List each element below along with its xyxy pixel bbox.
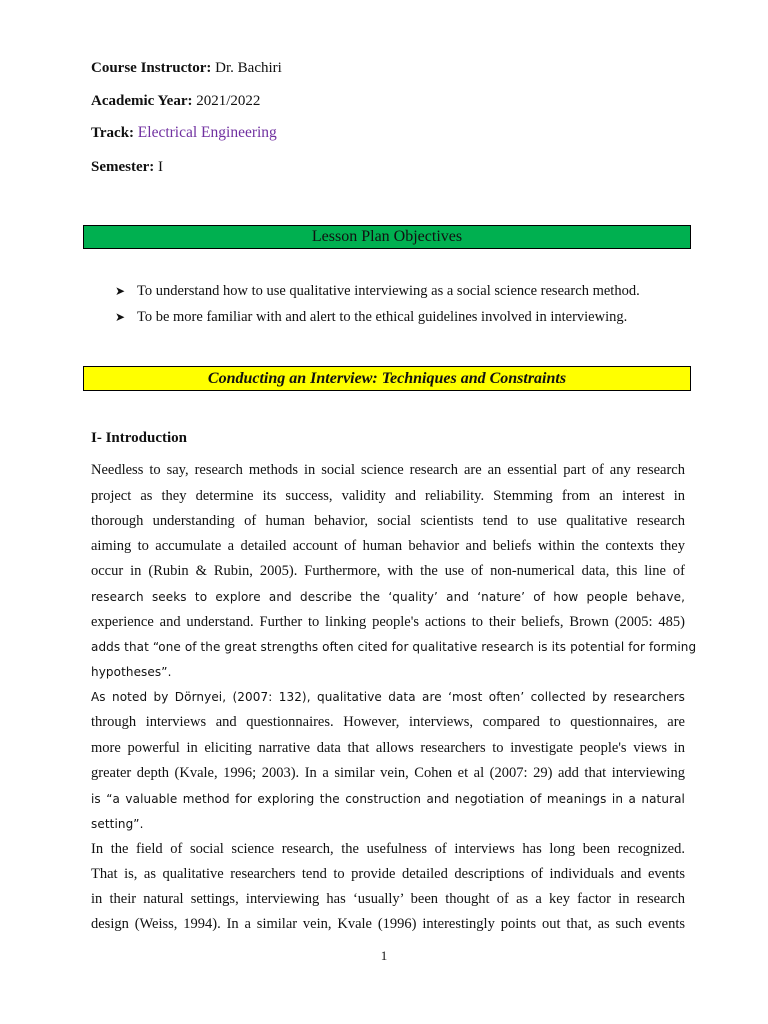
paragraph-line: occur in (Rubin & Rubin, 2005). Furthermore, with the use of non-numerical data, this line of	[91, 563, 685, 579]
paragraph-line: through interviews and questionnaires. However, interviews, compared to questionnaires, are	[91, 714, 685, 730]
arrow-bullet-icon: ➤	[115, 284, 126, 298]
objectives-title: Lesson Plan Objectives	[311, 228, 463, 245]
paragraph-line: project as they determine its success, validity and reliability. Stemming from an interest in	[91, 488, 685, 504]
semester-line	[91, 157, 163, 177]
year-value: 2021/2022	[196, 93, 261, 109]
paragraph-line: That is, as qualitative researchers tend to provide detailed descriptions of individuals and events	[91, 866, 685, 882]
paragraph-line: is “a valuable method for exploring the construction and negotiation of meanings in a natural	[91, 792, 685, 806]
paragraph-line: design (Weiss, 1994). In a similar vein, Kvale (1996) interestingly points out that, as such events	[91, 916, 685, 932]
paragraph-line: greater depth (Kvale, 1996; 2003). In a similar vein, Cohen et al (2007: 29) add that interviewing	[91, 765, 685, 781]
track-line	[91, 123, 277, 143]
paragraph-line: in their natural settings, interviewing has ‘usually’ been thought of as a key factor in research	[91, 891, 685, 907]
topic-banner	[83, 366, 691, 391]
track-label: Track:	[91, 125, 135, 141]
instructor-label: Course Instructor:	[91, 60, 212, 76]
paragraph-line: setting”.	[91, 817, 144, 831]
objectives-banner	[83, 225, 691, 249]
paragraph-line: thorough understanding of human behavior, social scientists tend to use qualitative research	[91, 513, 685, 529]
paragraph-line: experience and understand. Further to linking people's actions to their beliefs, Brown (2005: 485)	[91, 614, 685, 630]
year-label: Academic Year:	[91, 93, 193, 109]
objectives-list	[115, 281, 640, 333]
paragraph-line: research seeks to explore and describe the ‘quality’ and ‘nature’ of how people behave,	[91, 590, 685, 604]
paragraph-line: In the field of social science research, the usefulness of interviews has long been recognized.	[91, 841, 685, 857]
topic-title: Conducting an Interview: Techniques and Constraints	[207, 370, 567, 387]
paragraph-line: more powerful in eliciting narrative data that allows researchers to investigate people's views in	[91, 740, 685, 756]
paragraph-line: aiming to accumulate a detailed account of human behavior and beliefs within the contexts they	[91, 538, 685, 554]
section-heading: I- Introduction	[91, 430, 187, 446]
paragraph-line: hypotheses”.	[91, 665, 172, 679]
objective-text: To be more familiar with and alert to the ethical guidelines involved in interviewing.	[137, 309, 628, 325]
paragraph-line: Needless to say, research methods in social science research are an essential part of any research	[91, 462, 685, 478]
academic-year-line	[91, 91, 260, 111]
semester-label: Semester:	[91, 159, 155, 175]
semester-value: I	[158, 159, 164, 175]
arrow-bullet-icon: ➤	[115, 310, 126, 324]
paragraph-line: As noted by Dörnyei, (2007: 132), qualitative data are ‘most often’ collected by researchers	[91, 690, 685, 704]
track-value: Electrical Engineering	[137, 124, 277, 141]
list-item	[115, 281, 640, 307]
list-item	[115, 307, 640, 333]
objective-text: To understand how to use qualitative interviewing as a social science research method.	[137, 283, 640, 299]
paragraph-line: adds that “one of the great strengths often cited for qualitative research is its potential for forming	[91, 640, 697, 654]
instructor-value: Dr. Bachiri	[215, 60, 282, 76]
course-instructor-line	[91, 58, 282, 78]
page-number: 1	[380, 948, 388, 963]
